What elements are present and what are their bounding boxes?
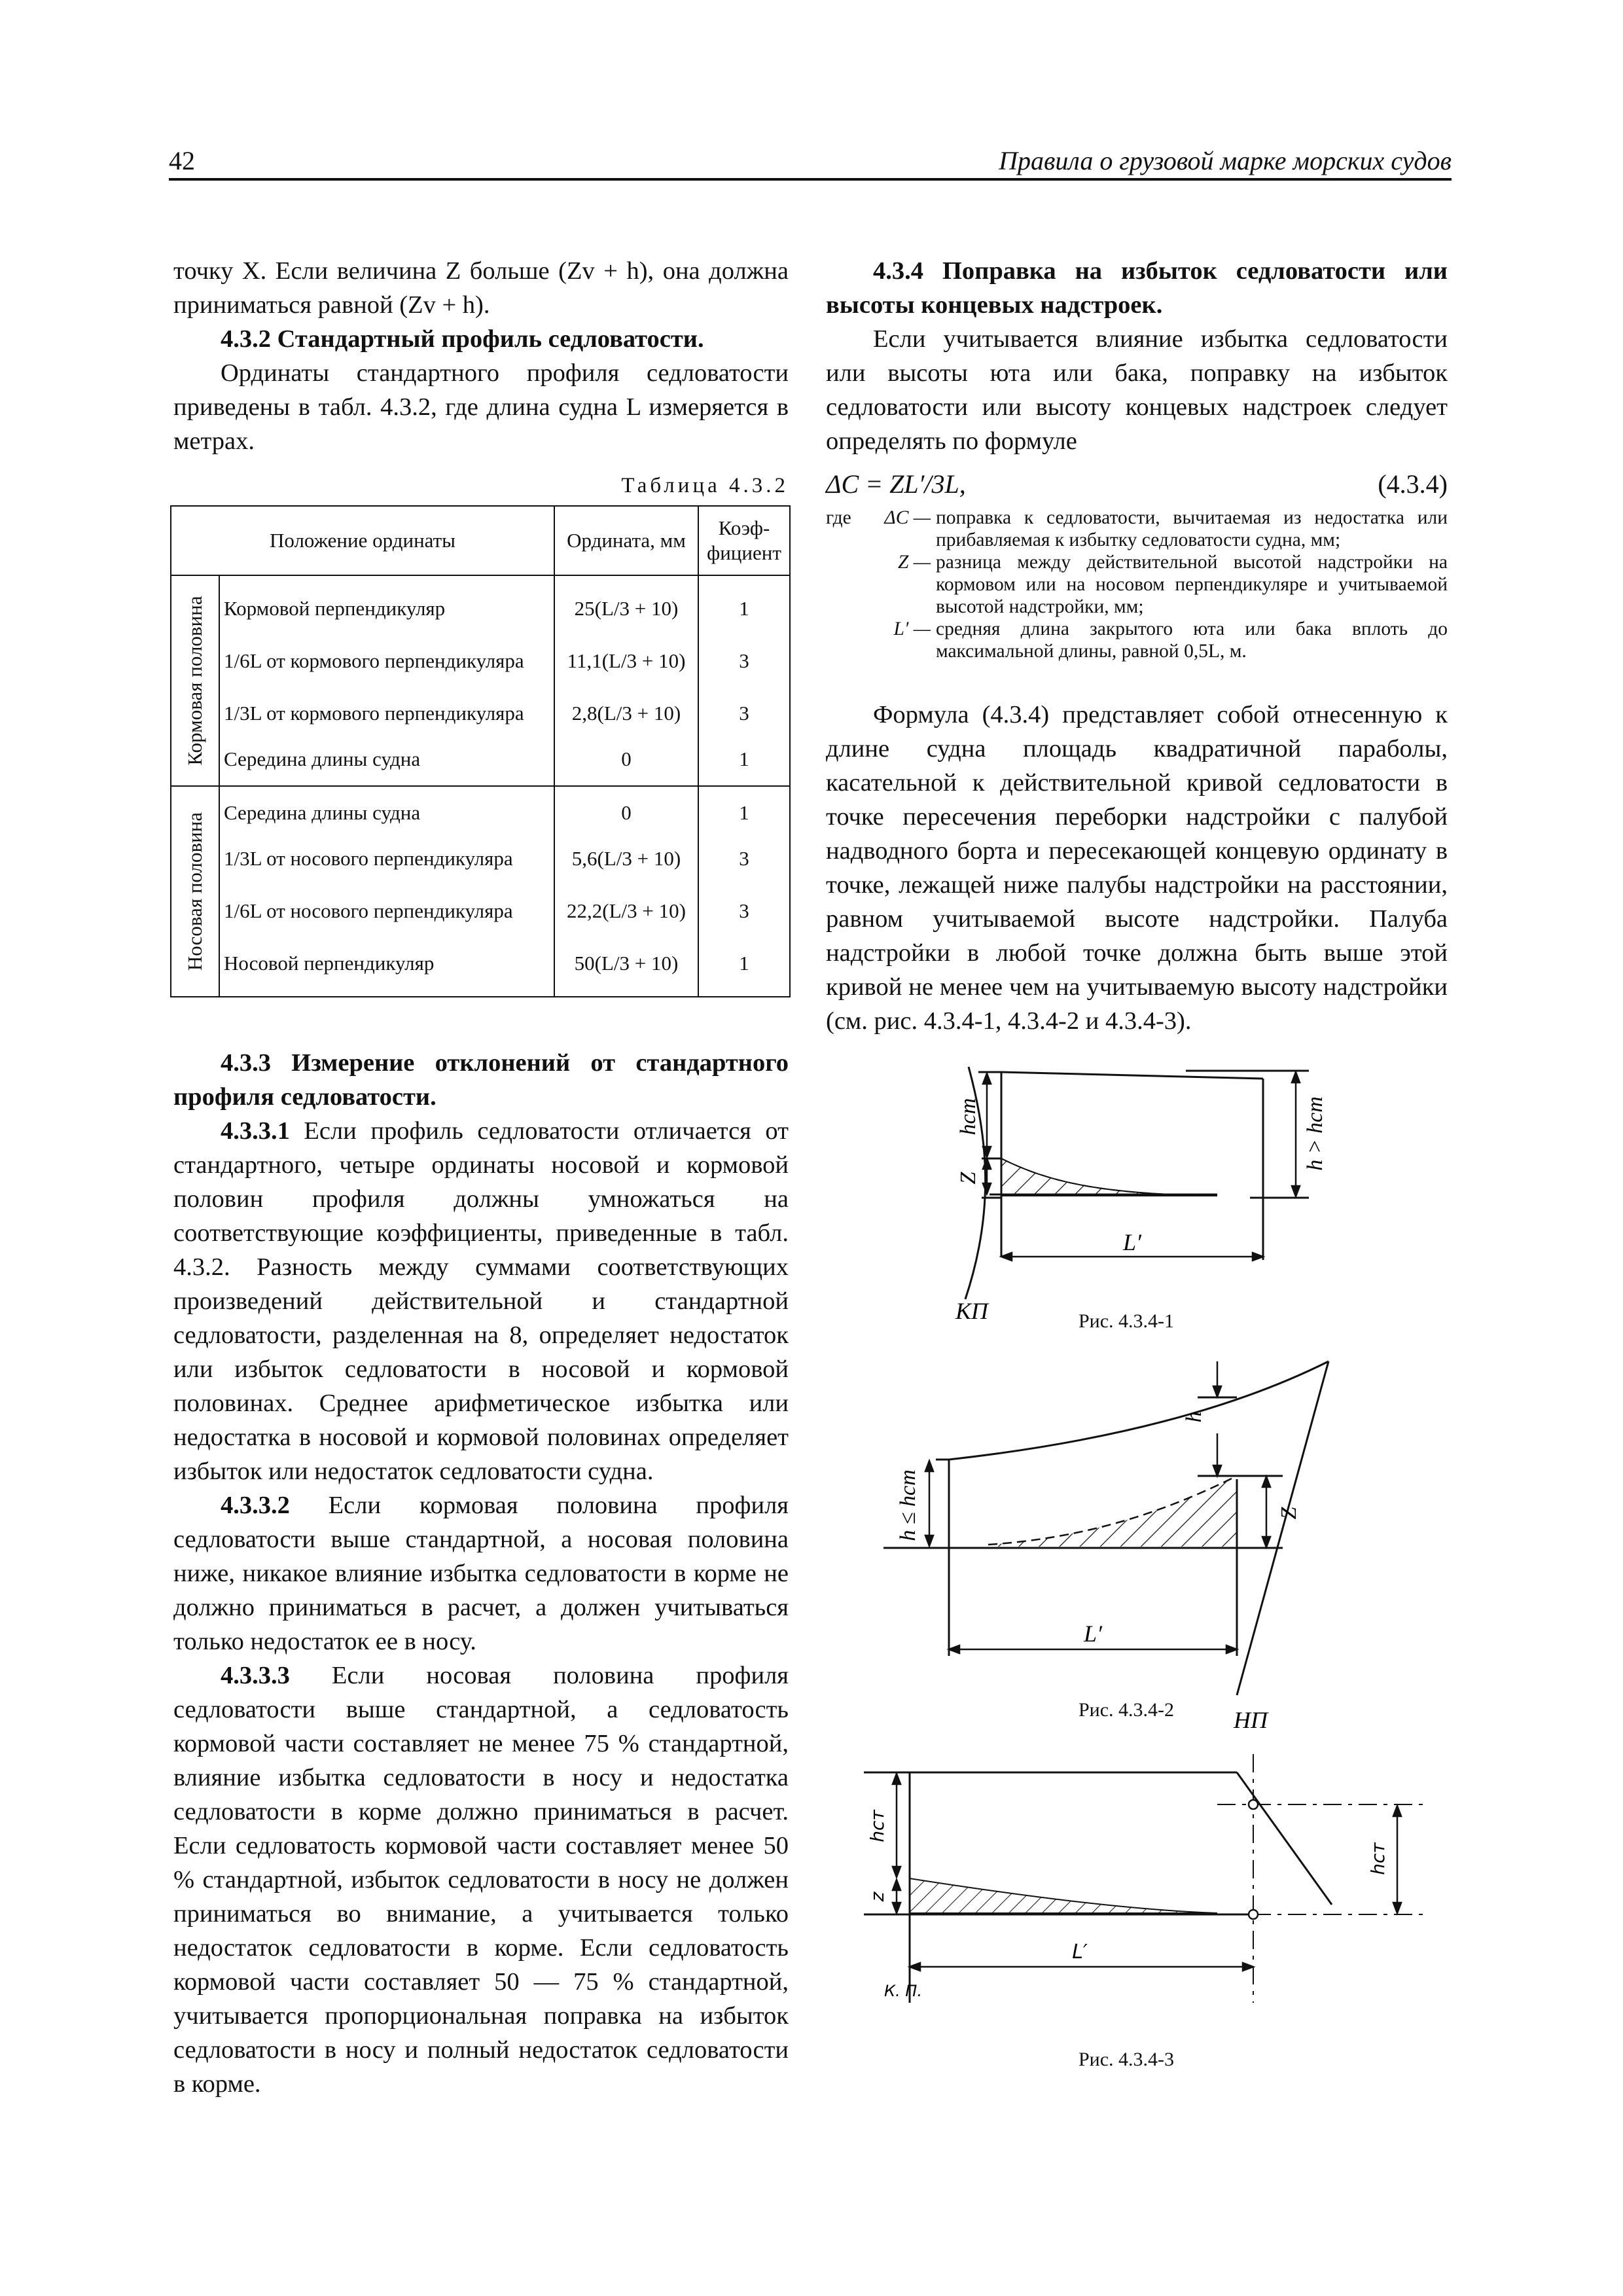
- label-np: НП: [1234, 1707, 1268, 1733]
- right-column: [826, 254, 1448, 1038]
- fwd-group-label: Носовая половина: [183, 812, 206, 971]
- figure-4-3-4-2: [870, 1348, 1368, 1734]
- table-cell: 1/6L от носового перпендикуляра: [224, 899, 513, 922]
- paragraph-4-3-3-2: [173, 1488, 789, 1659]
- left-column: [173, 254, 789, 2101]
- label-l-prime: L′: [1084, 1621, 1102, 1647]
- section-4-3-2-title: 4.3.2 Стандартный профиль седловатости.: [221, 325, 704, 353]
- table-cell: 3: [739, 847, 749, 870]
- table-caption: Таблица 4.3.2: [621, 474, 789, 497]
- aft-positions: [219, 575, 554, 786]
- figure-caption-1: Рис. 4.3.4-1: [1079, 1310, 1175, 1332]
- clause-text: Если профиль седловатости отличается от стандартного, четыре ординаты носовой и кормовой половин профиля должны умножаться на соответствующие коэффициенты, приведенные в табл. 4.3.2. Разность между суммами соответствующих произведений действительной и стандартной седловатости, разделенная на 8, определяет недостаток или избыток седловатости в носовой и кормовой половинах. Среднее арифметическое избытка или недостатка в носовой и кормовой половинах определяет избыток или недостаток седловатости судна.: [173, 1117, 789, 1485]
- fwd-half-group: [171, 786, 790, 997]
- label-kp: К. П.: [884, 1982, 922, 2000]
- fwd-group-label-cell: [171, 786, 219, 997]
- table-cell: 2,8(L/3 + 10): [571, 702, 681, 725]
- clause-number: 4.3.3.1: [221, 1117, 290, 1145]
- table-cell: 50(L/3 + 10): [574, 952, 679, 975]
- paragraph-continuation: точку X. Если величина Z больше (Zv + h), она должна приниматься равной (Zv + h).: [173, 257, 789, 319]
- legend-definition: разница между действительной высотой надстройки на кормовом или на носовом перпендикуляре и учитываемой высотой надстройки, мм;: [936, 552, 1448, 617]
- label-hst: hст: [956, 1098, 980, 1136]
- table-cell: 3: [739, 899, 749, 922]
- label-z: Z: [1277, 1507, 1301, 1520]
- table-cell: 1/3L от кормового перпендикуляра: [224, 702, 524, 725]
- table-cell: Носовой перпендикуляр: [224, 952, 435, 975]
- excess-sheer-hatch: [910, 1878, 1217, 1913]
- clause-number: 4.3.3.3: [221, 1662, 290, 1689]
- aft-coefficients: [698, 575, 790, 786]
- figure-caption-3: Рис. 4.3.4-3: [1079, 2049, 1175, 2070]
- table-cell: 3: [739, 702, 749, 725]
- table-cell: Середина длины судна: [224, 801, 421, 824]
- legend-symbol: Z —: [897, 552, 931, 573]
- header-position: Положение ординаты: [171, 506, 554, 575]
- label-kp: КП: [955, 1298, 988, 1322]
- legend-row: [826, 551, 1448, 618]
- clause-number: 4.3.3.2: [221, 1492, 290, 1519]
- label-h-le-hst: h ≤ hст: [896, 1469, 920, 1541]
- running-title: Правила о грузовой марке морских судов: [999, 146, 1452, 175]
- sheer-ordinates-table: [170, 505, 791, 997]
- label-l-prime: L′: [1072, 1941, 1088, 1964]
- table-cell: 1: [739, 747, 749, 770]
- aft-half-group: [171, 575, 790, 786]
- header-ordinate: Ордината, мм: [554, 506, 698, 575]
- legend-definition: поправка к седловатости, вычитаемая из недостатка или прибавляемая к избытку седловатости судна, мм;: [936, 507, 1448, 550]
- figure-caption-2: Рис. 4.3.4-2: [1079, 1699, 1175, 1721]
- table-cell: 0: [621, 801, 632, 824]
- header-rule: [169, 178, 1452, 181]
- table-cell: 3: [739, 649, 749, 672]
- page-number: 42: [169, 146, 195, 175]
- table-cell: 25(L/3 + 10): [574, 597, 679, 620]
- legend-definition: средняя длина закрытого юта или бака вплоть до максимальной длины, равной 0,5L, м.: [936, 619, 1448, 662]
- formula-4-3-4: [826, 465, 1448, 504]
- excess-sheer-hatch: [1001, 1158, 1217, 1196]
- section-4-3-3-title: 4.3.3 Измерение отклонений от стандартного профиля седловатости.: [173, 1049, 789, 1111]
- table-cell: 22,2(L/3 + 10): [567, 899, 686, 922]
- figure-4-3-4-3: [851, 1754, 1433, 2029]
- figure-4-3-4-1: [903, 1060, 1361, 1322]
- table-cell: 1: [739, 801, 749, 824]
- table-cell: 1/6L от кормового перпендикуляра: [224, 649, 524, 672]
- table-cell: Кормовой перпендикуляр: [224, 597, 446, 620]
- where-word: где: [826, 507, 851, 528]
- table-cell: 1/3L от носового перпендикуляра: [224, 847, 513, 870]
- formula-legend: [826, 507, 1448, 662]
- aft-group-label-cell: [171, 575, 219, 786]
- clause-text: Если носовая половина профиля седловатости выше стандартной, а седловатость кормовой части составляет не менее 75 % стандартной, влияние избытка седловатости в носу и недостатка седловатости в корме должно приниматься в расчет. Если седловатость кормовой части составляет менее 50 % стандартной, избыток седловатости в носу не должен приниматься во внимание, а учитывается только недостаток седловатости в корме. Если седловатость кормовой части составляет 50 — 75 % стандартной, учитывается пропорциональная поправка на избыток седловатости в носу и полный недостаток седловатости в корме.: [173, 1662, 789, 2098]
- section-4-3-4-title: 4.3.4 Поправка на избыток седловатости или высоты концевых надстроек.: [826, 257, 1448, 319]
- fwd-coefficients: [698, 786, 790, 997]
- paragraph-4-3-3-1: [173, 1114, 789, 1488]
- label-hst-right: hст: [1367, 1842, 1389, 1875]
- header-coefficient: Коэф- фициент: [698, 506, 790, 575]
- label-z: z: [866, 1892, 888, 1902]
- table-cell: 1: [739, 952, 749, 975]
- fwd-positions: [219, 786, 554, 997]
- paragraph-4-3-3-3: [173, 1659, 789, 2101]
- paragraph-standard-profile: Ординаты стандартного профиля седловатости приведены в табл. 4.3.2, где длина судна L измеряется в метрах.: [173, 359, 789, 455]
- table-cell: 11,1(L/3 + 10): [567, 649, 686, 672]
- paragraph-formula-explanation: Формула (4.3.4) представляет собой отнесенную к длине судна площадь квадратичной параболы, касательной к действительной кривой седловатости в точке пересечения переборки надстройки с палубой надводного борта и пересекающей концевую ординату в точке, лежащей ниже палубы надстройки на расстоянии, равном учитываемой высоте надстройки. Палуба надстройки в любой точке должна быть выше этой кривой не менее чем на учитываемую высоту надстройки (см. рис. 4.3.4-1, 4.3.4-2 и 4.3.4-3).: [826, 701, 1448, 1035]
- aft-ordinates: [554, 575, 698, 786]
- table-cell: 1: [739, 597, 749, 620]
- table-cell: Середина длины судна: [224, 747, 421, 770]
- legend-row: [826, 618, 1448, 662]
- formula-expression: ΔC = ZL′/3L,: [826, 469, 966, 499]
- label-h-gt-hst: h > hст: [1303, 1096, 1327, 1171]
- label-l-prime: L′: [1123, 1229, 1141, 1255]
- aft-group-label: Кормовая половина: [183, 596, 206, 766]
- fwd-ordinates: [554, 786, 698, 997]
- label-h: h: [1182, 1411, 1206, 1423]
- paragraph-4-3-4: Если учитывается влияние избытка седловатости или высоты юта или бака, поправку на избыток седловатости или высоту концевых надстроек следует определять по формуле: [826, 325, 1448, 455]
- label-z: Z: [956, 1172, 980, 1185]
- formula-number: (4.3.4): [1378, 469, 1448, 499]
- legend-symbol: L′ —: [893, 619, 931, 639]
- table-cell: 5,6(L/3 + 10): [571, 847, 681, 870]
- table-cell: 0: [621, 747, 632, 770]
- label-hst-left: hст: [866, 1810, 888, 1842]
- legend-row: [826, 507, 1448, 551]
- clause-text: Если кормовая половина профиля седловатости выше стандартной, а носовая половина ниже, никакое влияние избытка седловатости в корме не должно приниматься в расчет, а должен учитываться только недостаток ее в носу.: [173, 1492, 789, 1655]
- table-header-row: [171, 506, 790, 575]
- legend-symbol: ΔC —: [884, 507, 931, 528]
